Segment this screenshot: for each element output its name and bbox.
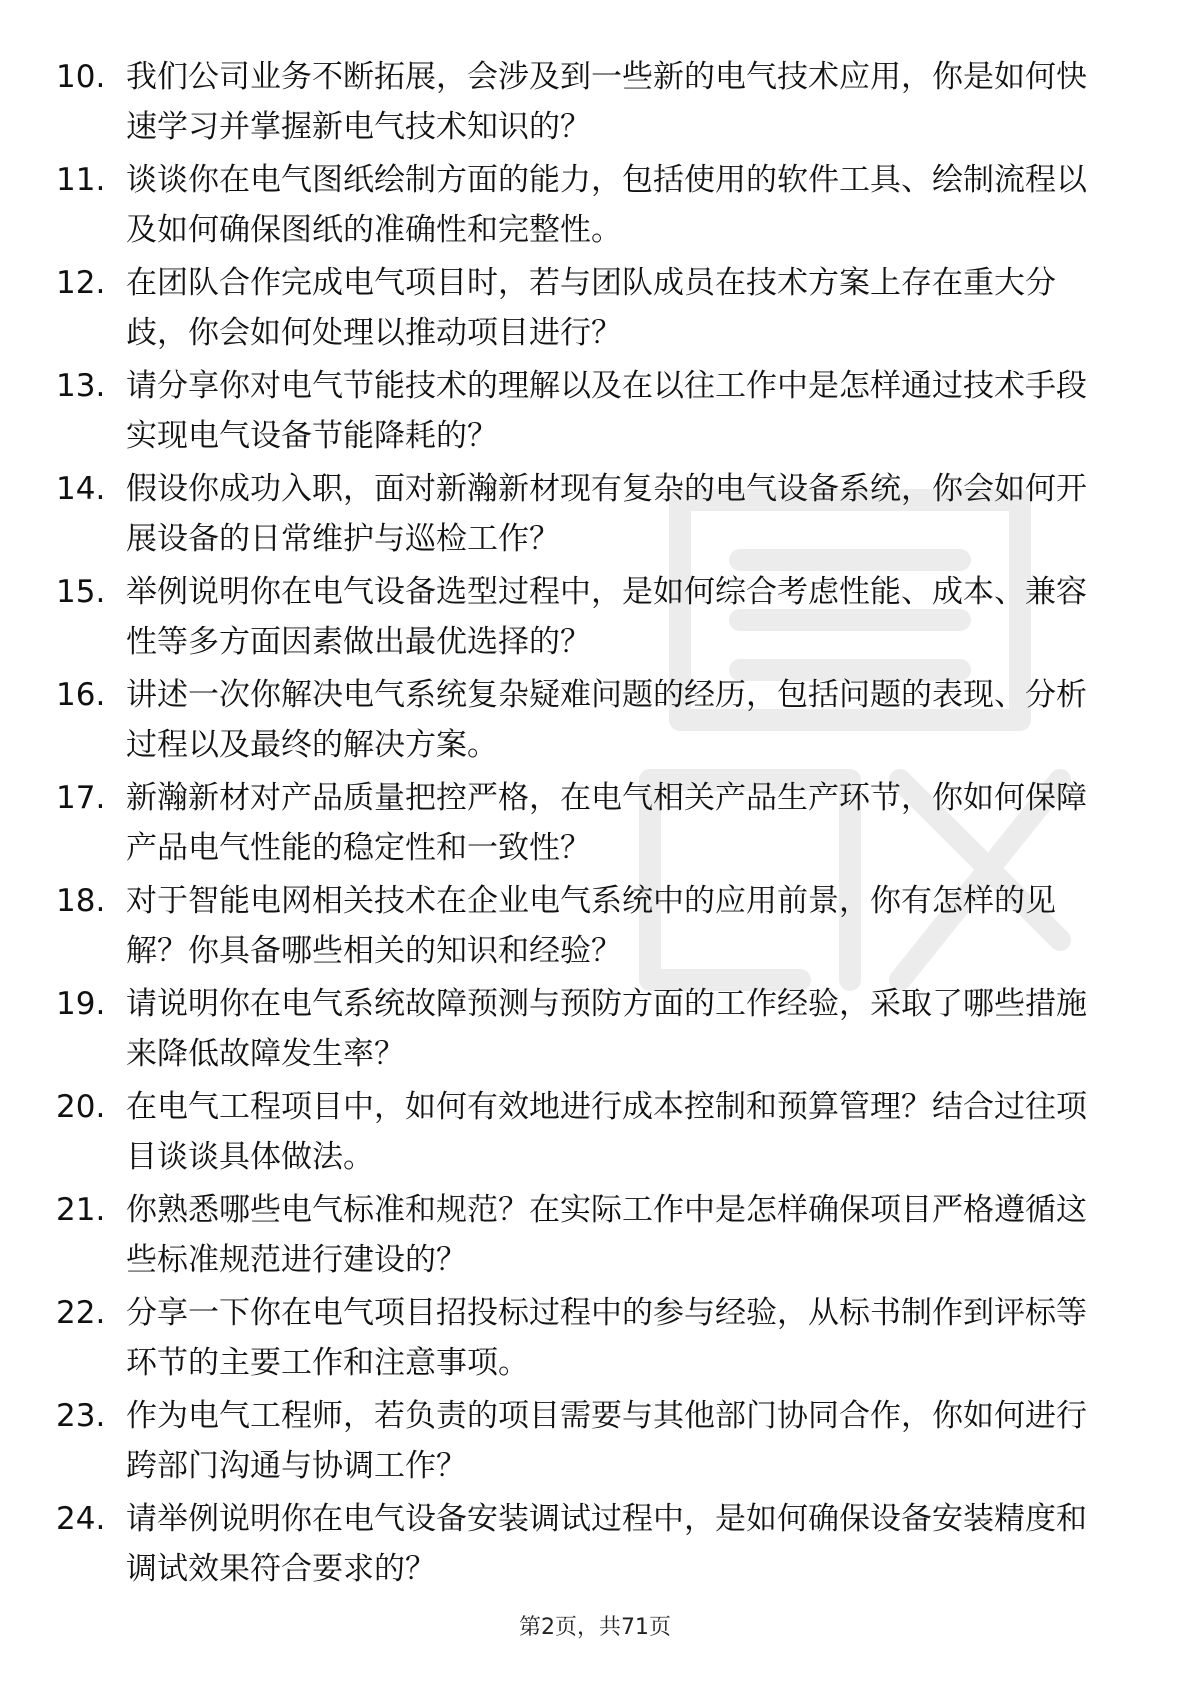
question-text: 分享一下你在电气项目招投标过程中的参与经验，从标书制作到评标等环节的主要工作和注意事项。 — [126, 1295, 1087, 1381]
list-item — [56, 361, 1116, 464]
question-text: 在电气工程项目中，如何有效地进行成本控制和预算管理？结合过往项目谈谈具体做法。 — [126, 1089, 1087, 1175]
question-text: 我们公司业务不断拓展，会涉及到一些新的电气技术应用，你是如何快速学习并掌握新电气技术知识的？ — [126, 59, 1087, 145]
page-number-footer: 第2页，共71页 — [519, 1615, 671, 1640]
question-number: 11. — [56, 162, 106, 198]
question-number: 13. — [56, 368, 106, 404]
list-item — [56, 876, 1116, 979]
list-item — [56, 464, 1116, 567]
question-list — [56, 52, 1116, 1597]
question-number: 16. — [56, 677, 106, 713]
question-number: 15. — [56, 574, 106, 610]
question-number: 14. — [56, 471, 106, 507]
list-item — [56, 258, 1116, 361]
question-number: 18. — [56, 883, 106, 919]
question-text: 讲述一次你解决电气系统复杂疑难问题的经历，包括问题的表现、分析过程以及最终的解决方案。 — [126, 677, 1087, 763]
question-number: 10. — [56, 59, 106, 95]
question-text: 请举例说明你在电气设备安装调试过程中，是如何确保设备安装精度和调试效果符合要求的？ — [126, 1501, 1087, 1587]
question-number: 22. — [56, 1295, 106, 1331]
list-item — [56, 52, 1116, 155]
question-text: 作为电气工程师，若负责的项目需要与其他部门协同合作，你如何进行跨部门沟通与协调工作？ — [126, 1398, 1087, 1484]
question-number: 21. — [56, 1192, 106, 1228]
question-text: 请说明你在电气系统故障预测与预防方面的工作经验，采取了哪些措施来降低故障发生率？ — [126, 986, 1087, 1072]
question-text: 你熟悉哪些电气标准和规范？在实际工作中是怎样确保项目严格遵循这些标准规范进行建设的？ — [126, 1192, 1087, 1278]
list-item — [56, 1082, 1116, 1185]
question-text: 对于智能电网相关技术在企业电气系统中的应用前景，你有怎样的见解？你具备哪些相关的知识和经验？ — [126, 883, 1056, 969]
question-text: 在团队合作完成电气项目时，若与团队成员在技术方案上存在重大分歧，你会如何处理以推动项目进行？ — [126, 265, 1056, 351]
question-text: 举例说明你在电气设备选型过程中，是如何综合考虑性能、成本、兼容性等多方面因素做出最优选择的？ — [126, 574, 1087, 660]
list-item — [56, 1494, 1116, 1597]
list-item — [56, 979, 1116, 1082]
question-text: 请分享你对电气节能技术的理解以及在以往工作中是怎样通过技术手段实现电气设备节能降耗的？ — [126, 368, 1087, 454]
list-item — [56, 567, 1116, 670]
question-text: 假设你成功入职，面对新瀚新材现有复杂的电气设备系统，你会如何开展设备的日常维护与巡检工作？ — [126, 471, 1087, 557]
question-text: 谈谈你在电气图纸绘制方面的能力，包括使用的软件工具、绘制流程以及如何确保图纸的准确性和完整性。 — [126, 162, 1087, 248]
question-number: 17. — [56, 780, 106, 816]
question-text: 新瀚新材对产品质量把控严格，在电气相关产品生产环节，你如何保障产品电气性能的稳定性和一致性？ — [126, 780, 1087, 866]
list-item — [56, 773, 1116, 876]
question-number: 24. — [56, 1501, 106, 1537]
question-number: 19. — [56, 986, 106, 1022]
list-item — [56, 1185, 1116, 1288]
list-item — [56, 1288, 1116, 1391]
list-item — [56, 1391, 1116, 1494]
list-item — [56, 670, 1116, 773]
question-number: 12. — [56, 265, 106, 301]
list-item — [56, 155, 1116, 258]
question-number: 20. — [56, 1089, 106, 1125]
question-number: 23. — [56, 1398, 106, 1434]
